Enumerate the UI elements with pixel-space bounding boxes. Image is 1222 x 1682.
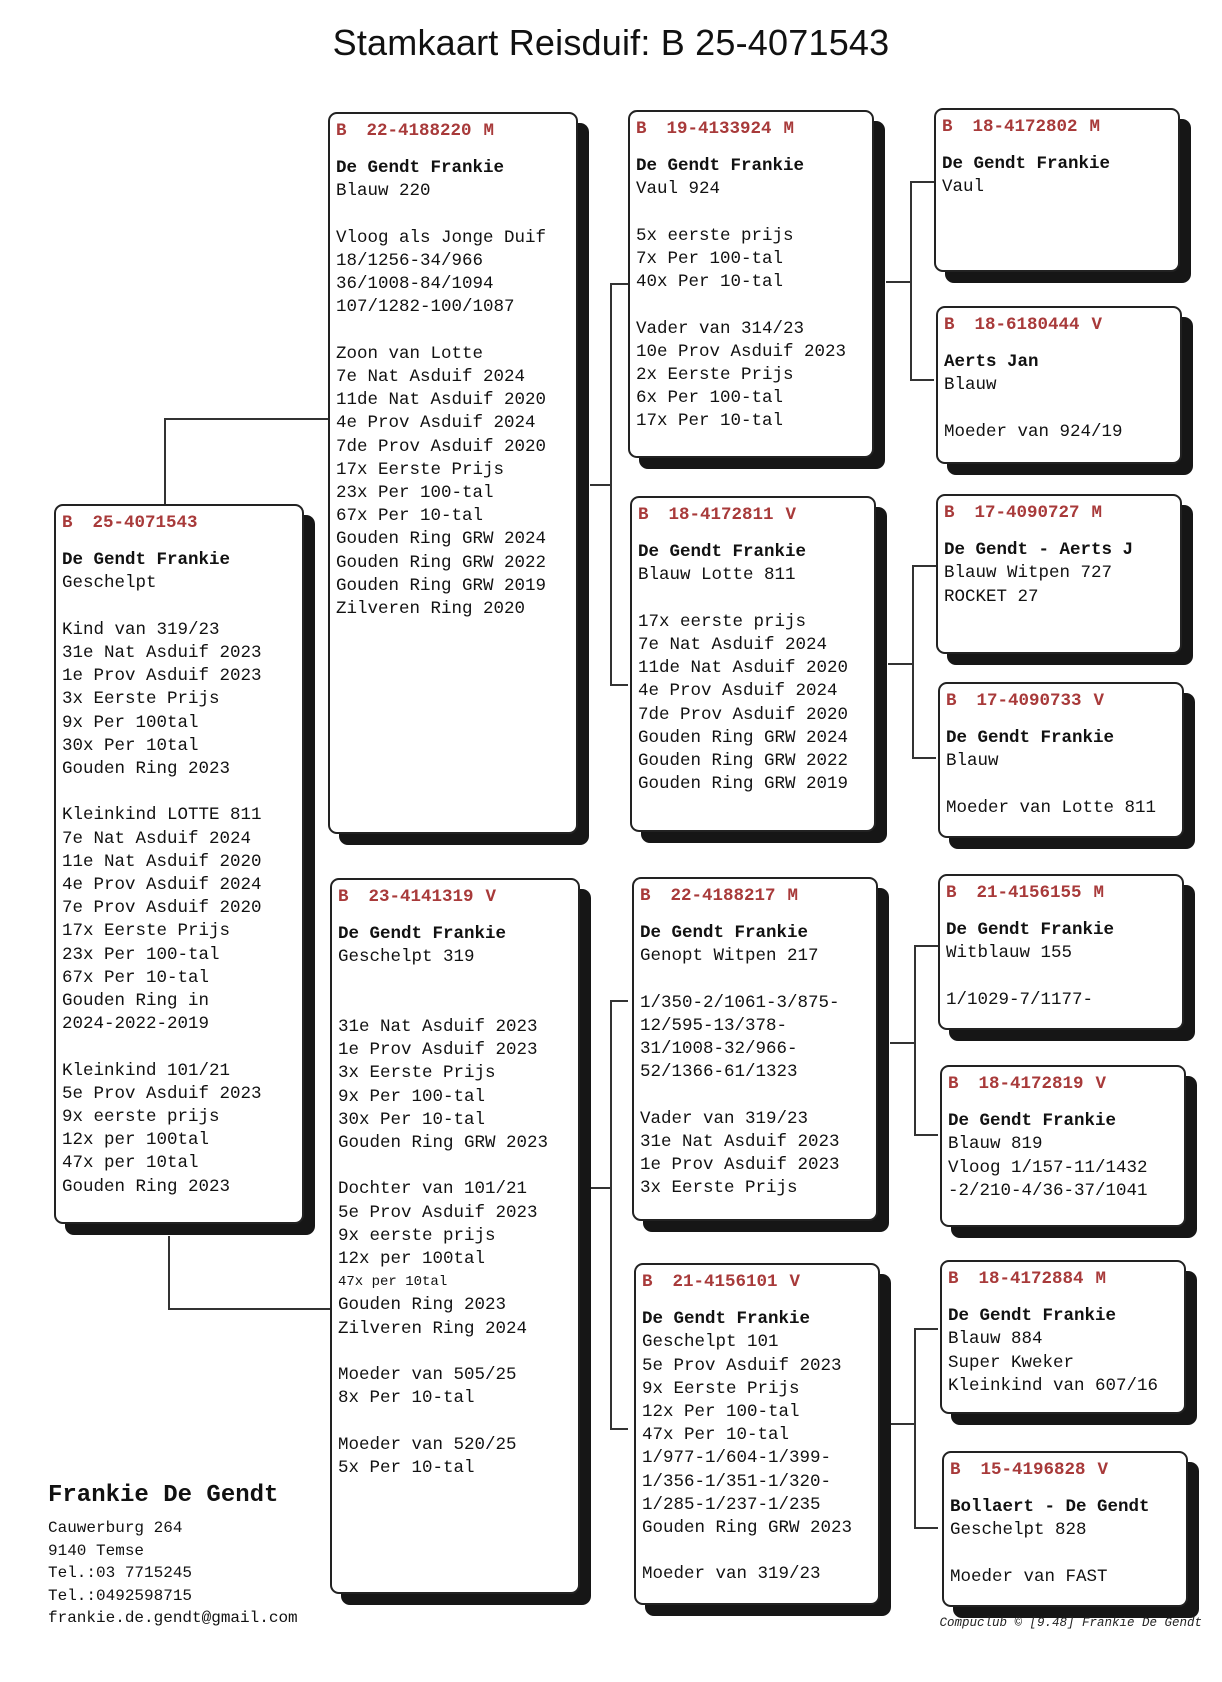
ring-number: 18-4172802 [972,117,1078,137]
card-line: 1/977-1/604-1/399- [642,1448,832,1469]
connector-mmm-h [914,1527,938,1529]
card-line: 10e Prov Asduif 2023 [636,341,847,362]
card-line: 7e Prov Asduif 2020 [62,898,262,919]
card-mother-father [632,877,878,1221]
card-line: 9x Per 100-tal [338,1086,486,1107]
sex-indicator: V [1097,1460,1109,1480]
card-line [338,970,574,993]
card-line: Gouden Ring GRW 2024 [336,529,547,550]
card-ff-mother [936,306,1182,464]
card-line: -2/210-4/36-37/1041 [948,1180,1148,1201]
card-line: 1e Prov Asduif 2023 [640,1155,840,1176]
sex-indicator: V [485,887,497,907]
breeder-phone: Tel.:03 7715245 [48,1564,193,1582]
card-mm-mother [942,1451,1188,1607]
connector-mf-parents-v [914,945,916,1136]
ring-number: 19-4133924 [666,119,772,139]
card-line [62,781,298,804]
card-line: Gouden Ring in [62,991,210,1012]
card-line: Gouden Ring GRW 2022 [638,751,849,772]
ring-number: 23-4141319 [368,887,474,907]
card-line: Blauw Lotte 811 [638,565,796,586]
card-line: 30x Per 10-tal [338,1109,486,1130]
card-line: Vaul [942,177,985,198]
card-line: Vader van 314/23 [636,318,805,339]
card-line: 7e Nat Asduif 2024 [638,635,828,655]
connector-mff-h [914,945,938,947]
card-line: 1/1029-7/1177- [946,989,1094,1010]
connector-fff-h [910,181,934,183]
card-header [948,1073,1180,1096]
card-line: 1e Prov Asduif 2023 [338,1040,538,1061]
card-line: 4e Prov Asduif 2024 [336,413,536,434]
card-header [950,1459,1182,1482]
card-header [636,118,868,141]
card-line: 52/1366-61/1323 [640,1062,798,1083]
card-line: 1/356-1/351-1/320- [642,1471,832,1492]
card-line: Genopt Witpen 217 [640,946,819,967]
card-line [642,1540,874,1563]
ring-number: 18-4172884 [978,1269,1084,1289]
card-line: Moeder van FAST [950,1566,1108,1587]
connector-ff-h [610,283,628,285]
card-line [946,774,1178,797]
card-line: 7de Prov Asduif 2020 [638,704,849,725]
connector-fm-parents-v [912,565,914,759]
country-code: B [636,119,647,139]
card-line: Kleinkind van 607/16 [948,1375,1159,1396]
card-line: 3x Eerste Prijs [640,1178,798,1199]
card-line: 30x Per 10tal [62,735,199,756]
connector-mm-parents-v [914,1328,916,1529]
card-line: 12x Per 100-tal [642,1402,800,1423]
owner-name: De Gendt Frankie [946,920,1115,941]
card-line: 11e Nat Asduif 2020 [62,851,262,872]
card-line: Kleinkind LOTTE 811 [62,805,262,826]
country-code: B [642,1272,653,1292]
sex-indicator: V [1091,315,1103,335]
ring-number: 25-4071543 [92,513,198,533]
card-line: 7e Nat Asduif 2024 [62,828,252,849]
ring-number: 18-4172819 [978,1074,1084,1094]
breeder-city: 9140 Temse [48,1541,145,1560]
card-line: 1/285-1/237-1/235 [642,1494,821,1515]
card-line: 6x Per 100-tal [636,388,784,409]
sex-indicator: M [1093,883,1105,903]
card-subject [54,504,304,1224]
card-line: Moeder van 924/19 [944,421,1123,442]
card-line: Moeder van 319/23 [642,1564,821,1585]
card-line: 8x Per 10-tal [338,1388,475,1409]
connector-subject-mother-h [168,1308,332,1310]
card-line: 7e Nat Asduif 2024 [336,367,526,387]
card-line [636,294,868,317]
card-line [636,202,868,225]
card-line: 5e Prov Asduif 2023 [338,1202,538,1223]
card-line: 31e Nat Asduif 2023 [338,1016,538,1037]
card-line: 18/1256-34/966 [336,251,484,271]
card-line: Gouden Ring GRW 2019 [336,575,547,596]
card-header [338,886,574,909]
card-line: Blauw [946,751,999,772]
country-code: B [338,887,349,907]
connector-ff-parents-v [910,181,912,381]
card-line: Blauw 819 [948,1134,1043,1155]
card-line: Gouden Ring GRW 2023 [642,1518,853,1539]
connector-father-parents-h [590,484,612,486]
card-line [62,596,298,619]
owner-name: De Gendt Frankie [948,1111,1117,1132]
card-line: 40x Per 10-tal [636,272,784,293]
card-line: 47x per 10tal [62,1153,199,1174]
connector-mfm-h [914,1134,938,1136]
card-line: Gouden Ring 2023 [62,759,231,780]
sex-indicator: M [1095,1269,1107,1289]
card-line [638,588,870,611]
card-line [338,993,574,1016]
card-line: 1e Prov Asduif 2023 [62,666,262,687]
owner-name: Aerts Jan [944,352,1039,373]
sex-indicator: M [1089,117,1101,137]
card-line: 1/350-2/1061-3/875- [640,992,840,1013]
owner-name: De Gendt Frankie [638,542,807,563]
sex-indicator: M [783,119,795,139]
card-header [638,504,870,527]
owner-name: Bollaert - De Gendt [950,1497,1150,1518]
card-header [642,1271,874,1294]
card-line: Gouden Ring GRW 2024 [638,727,849,748]
card-line: 5e Prov Asduif 2023 [642,1355,842,1376]
connector-mf-parents-h [890,1042,916,1044]
card-line: Gouden Ring 2023 [62,1176,231,1197]
card-line: 36/1008-84/1094 [336,274,494,295]
ring-number: 22-4188220 [366,121,472,141]
card-line: 12x per 100tal [62,1130,210,1151]
sex-indicator: M [1091,503,1103,523]
owner-name: De Gendt Frankie [636,156,805,177]
card-line: Kind van 319/23 [62,619,220,640]
connector-subject-mother-v [168,1236,170,1310]
country-code: B [948,1269,959,1289]
owner-name: De Gendt Frankie [942,154,1111,175]
card-line: 67x Per 10-tal [62,967,210,988]
card-mf-father [938,874,1184,1030]
card-line: Dochter van 101/21 [338,1179,528,1200]
card-line: 11de Nat Asduif 2020 [336,390,547,411]
card-line: 47x Per 10-tal [642,1425,790,1446]
connector-mother-parents-h [590,1187,612,1189]
country-code: B [638,505,649,525]
connector-mf-h [610,1000,628,1002]
card-line: Geschelpt 101 [642,1332,779,1353]
card-line: 11de Nat Asduif 2020 [638,658,849,679]
card-line [338,1155,574,1178]
card-line [944,398,1176,421]
card-line: 4e Prov Asduif 2024 [62,875,262,896]
country-code: B [946,883,957,903]
card-mother-mother [634,1263,880,1605]
connector-ffm-h [910,379,934,381]
connector-mmf-h [914,1328,938,1330]
card-fm-father [936,494,1182,654]
owner-name: De Gendt Frankie [336,158,505,179]
card-line: Vloog als Jonge Duif [336,227,547,248]
card-mm-father [940,1260,1186,1414]
card-header [942,116,1174,139]
connector-fmm-h [912,757,936,759]
card-line: Super Kweker [948,1352,1075,1373]
card-line: Moeder van 520/25 [338,1434,517,1455]
sex-indicator: V [1093,691,1105,711]
connector-fmf-h [912,565,936,567]
card-line: 9x eerste prijs [62,1107,220,1128]
card-header [946,882,1178,905]
card-header [640,885,872,908]
card-line: Gouden Ring GRW 2023 [338,1133,549,1153]
card-line: Witblauw 155 [946,943,1073,964]
connector-mm-parents-h [890,1423,916,1425]
card-header [62,512,298,535]
card-line: Geschelpt 319 [338,947,475,968]
card-line: 17x Eerste Prijs [336,459,505,480]
owner-name: De Gendt Frankie [640,923,809,944]
owner-name: De Gendt Frankie [338,924,507,945]
card-line: 7x Per 100-tal [636,249,784,269]
sex-indicator: M [483,121,495,141]
country-code: B [640,886,651,906]
card-line: 5x Per 10-tal [338,1457,475,1478]
card-father-father [628,110,874,458]
card-line: 47x per 10tal [338,1274,448,1291]
card-line: Zilveren Ring 2024 [338,1318,528,1339]
ring-number: 18-4172811 [668,505,774,525]
card-line: 31e Nat Asduif 2023 [62,643,262,663]
card-line: 5x eerste prijs [636,225,794,246]
owner-name: De Gendt Frankie [62,550,231,571]
card-line: 17x Eerste Prijs [62,921,231,942]
card-line [950,1543,1182,1566]
connector-subject-father-v [164,418,166,504]
card-line [336,204,572,227]
ring-number: 22-4188217 [670,886,776,906]
card-line [640,969,872,992]
card-line: 23x Per 100-tal [62,944,220,965]
ring-number: 17-4090727 [974,503,1080,523]
breeder-mobile: Tel.:0492598715 [48,1586,193,1605]
card-line: 23x Per 100-tal [336,483,494,504]
country-code: B [946,691,957,711]
owner-name: De Gendt - Aerts J [944,540,1134,561]
card-line: Blauw 884 [948,1329,1043,1350]
breeder-email: frankie.de.gendt@gmail.com [48,1609,298,1627]
card-line: 2x Eerste Prijs [636,365,794,385]
card-line [640,1085,872,1108]
ring-number: 21-4156101 [672,1272,778,1292]
owner-name: De Gendt Frankie [946,728,1115,749]
card-line: Blauw Witpen 727 [944,563,1113,584]
card-line: Zilveren Ring 2020 [336,599,526,620]
country-code: B [948,1074,959,1094]
card-line: 31e Nat Asduif 2023 [640,1132,840,1152]
card-header [336,120,572,143]
country-code: B [942,117,953,137]
connector-mother-parents-v [610,1000,612,1430]
card-line [62,1036,298,1059]
card-line: 17x Per 10-tal [636,411,784,432]
country-code: B [950,1460,961,1480]
breeder-address: Cauwerburg 264 [48,1519,183,1537]
card-line: ROCKET 27 [944,586,1039,607]
card-header [944,502,1176,525]
card-line [336,320,572,343]
ring-number: 21-4156155 [976,883,1082,903]
connector-mm-h [610,1428,628,1430]
card-mf-mother [940,1065,1186,1227]
card-line: Gouden Ring GRW 2022 [336,552,547,573]
card-line [338,1410,574,1433]
card-line: 107/1282-100/1087 [336,297,515,318]
sex-indicator: M [787,886,799,906]
card-line: 9x eerste prijs [338,1225,496,1246]
card-line: 12/595-13/378- [640,1016,788,1036]
card-line: 9x Per 100tal [62,712,199,733]
connector-fm-h [610,684,628,686]
breeder-name: Frankie De Gendt [48,1482,279,1509]
card-line: Moeder van 505/25 [338,1365,517,1385]
card-line: Vader van 319/23 [640,1108,809,1129]
card-line: Blauw 220 [336,181,431,202]
owner-name: De Gendt Frankie [948,1306,1117,1327]
country-code: B [944,315,955,335]
card-line: 7de Prov Asduif 2020 [336,436,547,457]
ring-number: 15-4196828 [980,1460,1086,1480]
card-line: Vaul 924 [636,179,721,200]
card-line: 67x Per 10-tal [336,506,484,527]
country-code: B [62,513,73,533]
footer-credit: Compuclub © [9.48] Frankie De Gendt [939,1616,1202,1630]
card-line: Zoon van Lotte [336,343,484,364]
card-line: Blauw [944,375,997,396]
card-father [328,112,578,834]
card-line: 3x Eerste Prijs [62,689,220,710]
card-line [946,966,1178,989]
ring-number: 17-4090733 [976,691,1082,711]
card-header [946,690,1178,713]
card-father-mother [630,496,876,832]
country-code: B [336,121,347,141]
card-line: 3x Eerste Prijs [338,1063,496,1084]
card-line: 2024-2022-2019 [62,1014,210,1035]
breeder-info [48,1482,298,1630]
card-line: 4e Prov Asduif 2024 [638,681,838,702]
card-line: Moeder van Lotte 811 [946,797,1157,818]
card-line: 31/1008-32/966- [640,1039,798,1060]
page-title: Stamkaart Reisduif: B 25-4071543 [332,22,890,63]
card-fm-mother [938,682,1184,838]
card-line: Vloog 1/157-11/1432 [948,1157,1148,1178]
card-line: Geschelpt 828 [950,1520,1087,1541]
owner-name: De Gendt Frankie [642,1309,811,1330]
connector-ff-parents-h [886,281,912,283]
card-line [338,1341,574,1364]
sex-indicator: V [1095,1074,1107,1094]
card-header [944,314,1176,337]
card-mother [330,878,580,1594]
country-code: B [944,503,955,523]
connector-father-parents-v [610,283,612,685]
card-line: 9x Eerste Prijs [642,1378,800,1399]
ring-number: 18-6180444 [974,315,1080,335]
sex-indicator: V [789,1272,801,1292]
card-line: Kleinkind 101/21 [62,1060,231,1081]
connector-fm-parents-h [888,663,914,665]
card-line: Gouden Ring 2023 [338,1295,507,1316]
card-line: Geschelpt [62,573,157,594]
connector-subject-father-h [164,418,330,420]
card-line: 17x eerste prijs [638,611,807,632]
card-line: 12x per 100tal [338,1249,486,1269]
sex-indicator: V [785,505,797,525]
card-ff-father [934,108,1180,272]
card-line: Gouden Ring GRW 2019 [638,774,849,795]
card-line: 5e Prov Asduif 2023 [62,1083,262,1104]
card-header [948,1268,1180,1291]
